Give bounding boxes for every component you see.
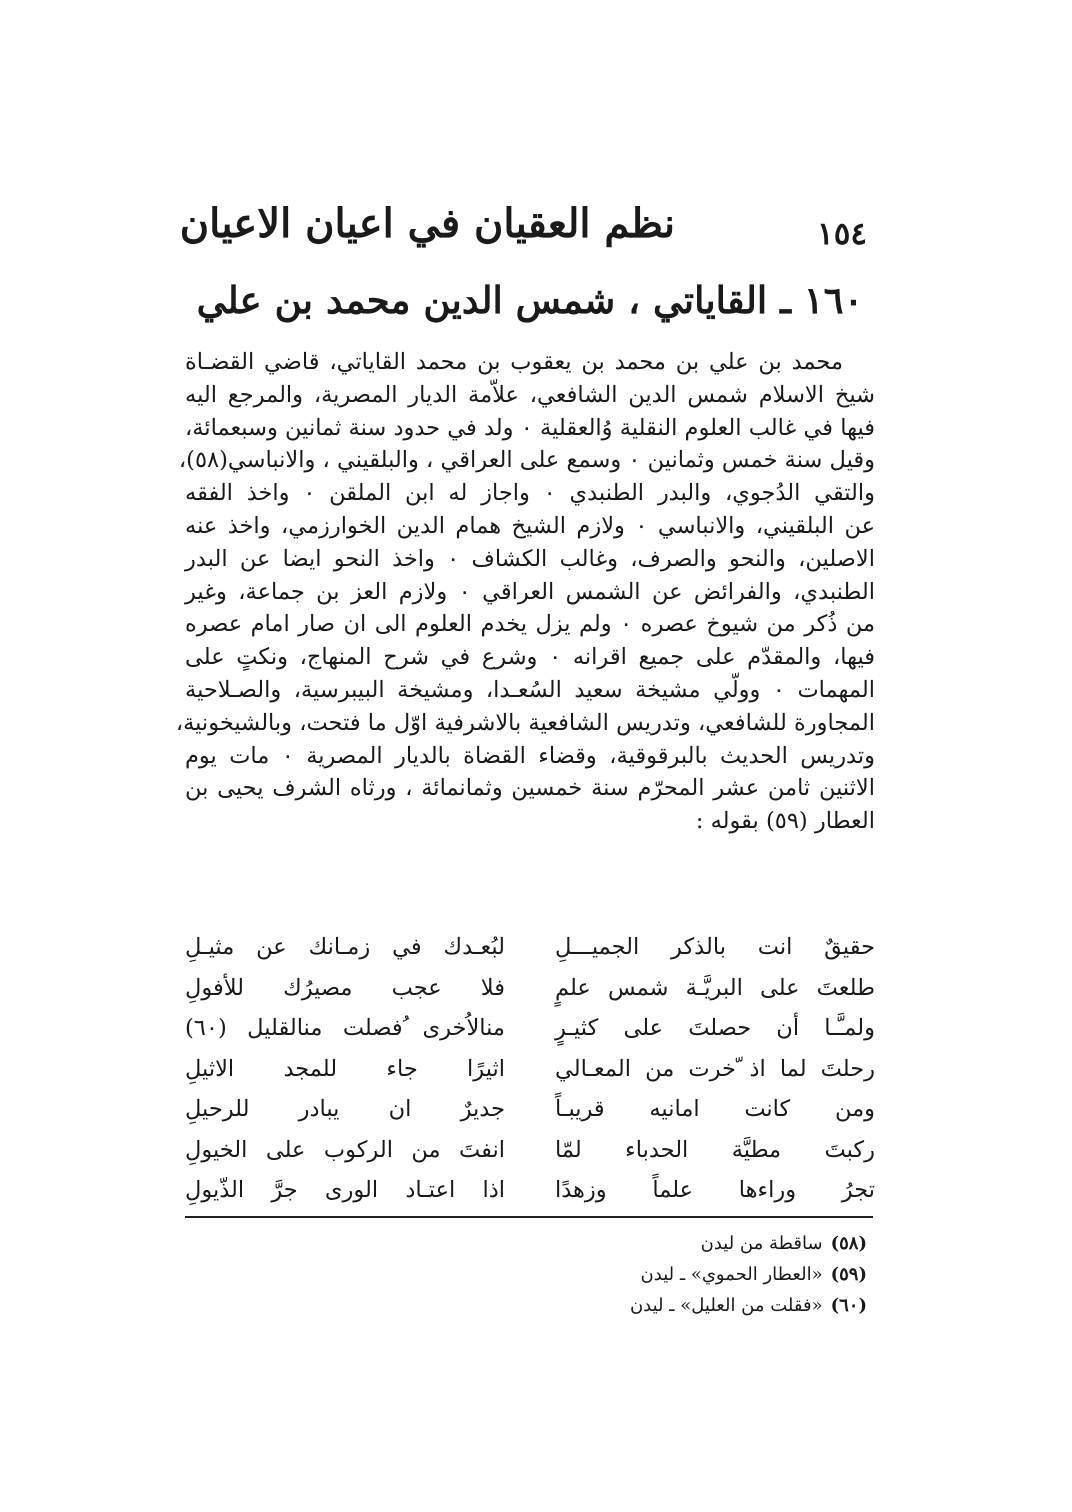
second-hemistich: اذا اعتـاد الورى جرَّ الذّيولِ xyxy=(185,1177,505,1203)
text-line: الاصلين، والنحو والصرف، وغالب الكشاف ٠ واخذ النحو ايضا عن البدر xyxy=(185,545,875,572)
first-hemistich: طلعتَ على البريَّـة شمس علمٍ xyxy=(555,974,875,1001)
entry-title: ١٦٠ ـ القاياتي ، شمس الدين محمد بن علي xyxy=(196,278,864,322)
footnote-number: (٥٩) xyxy=(830,1264,867,1285)
first-hemistich: تجرُ وراءها علماً وزهدًا xyxy=(555,1177,875,1203)
text-line: عن البلقيني، والانباسي ٠ ولازم الشيخ همام الدين الخوارزمي، واخذ عنه xyxy=(185,512,876,539)
text-line: شيخ الاسلام شمس الدين الشافعي، علاّمة الديار المصرية، والمرجع اليه xyxy=(185,381,875,408)
page-header xyxy=(179,196,875,266)
verse-line xyxy=(185,927,875,968)
second-hemistich: منالاُخرى ُفصلت منالقليل (٦٠) xyxy=(185,1015,505,1041)
first-hemistich: حقيقٌ انت بالذكر الجميـــلِ xyxy=(555,934,875,960)
first-hemistich: ومن كانت امانيه قريبـاً xyxy=(555,1096,875,1122)
verse-line xyxy=(185,1008,875,1049)
verse-line xyxy=(185,1089,875,1130)
text-line: فيها، والمقدّم على جميع اقرانه ٠ وشرع في شرح المنهاج، ونكتٍ على xyxy=(185,644,875,671)
verse-line xyxy=(185,1130,875,1171)
text-line: الطنبدي، والفرائض عن الشمس العراقي ٠ ولازم العز بن جماعة، وغير xyxy=(185,578,875,605)
footnote-number: (٦٠) xyxy=(830,1295,867,1316)
book-title: نظم العقيان في اعيان الاعيان xyxy=(179,200,675,247)
text-line: وتدريس الحديث بالبرقوقية، وقضاء القضاة بالديار المصرية ٠ مات يوم xyxy=(185,742,875,769)
page-number: ١٥٤ xyxy=(817,216,867,252)
second-hemistich: فلا عجب مصيرُك للأفولِ xyxy=(185,974,505,1001)
footnote-text: ساقطة من ليدن xyxy=(700,1233,823,1254)
text-line: الاثنين ثامن عشر المحرّم سنة خمسين وثمانمائة ، ورثاه الشرف يحيى بن xyxy=(185,775,875,802)
text-line: وقيل سنة خمس وثمانين ٠ وسمع على العراقي ، والبلقيني ، والانباسي(٥٨)، xyxy=(178,447,875,474)
verse-line xyxy=(185,1170,875,1211)
text-line: المهمات ٠ وولّي مشيخة سعيد السُعـدا، ومشيخة البيبرسية، والصـلاحية xyxy=(185,676,875,703)
first-hemistich: رحلتَ لما اذ ّخرت من المعـالي xyxy=(555,1055,875,1082)
text-line: المجاورة للشافعي، وتدريس الشافعية بالاشرفية اوّل ما فتحت، وبالشيخونية، xyxy=(175,709,875,736)
second-hemistich: انفتَ من الركوب على الخيولِ xyxy=(185,1136,505,1163)
second-hemistich: لبُعـدك في زمـانك عن مثيـلِ xyxy=(185,934,505,960)
footnote-number: (٥٨) xyxy=(830,1233,867,1254)
biography-paragraph xyxy=(175,346,876,838)
footnote xyxy=(630,1259,867,1290)
text-line: والتقي الدُجوي، والبدر الطنبدي ٠ واجاز له ابن الملقن ٠ واخذ الفقه xyxy=(185,480,876,507)
footnote-divider xyxy=(185,1216,873,1218)
footnote xyxy=(630,1228,867,1259)
text-line: محمد بن علي بن محمد بن يعقوب بن محمد القاياتي، قاضي القضـاة xyxy=(185,349,843,375)
text-line: العطار (٥٩) بقوله : xyxy=(695,808,875,835)
footnotes xyxy=(630,1228,867,1321)
verse-line xyxy=(185,968,875,1009)
second-hemistich: جديرٌ ان يبادر للرحيلِ xyxy=(185,1096,505,1122)
first-hemistich: ركبتَ مطيَّة الحدباء لمّا xyxy=(555,1136,875,1163)
text-line: من ذُكر من شيوخ عصره ٠ ولم يزل يخدم العلوم الى ان صار امام عصره xyxy=(185,611,875,638)
footnote-text: «العطار الحموي» ـ ليدن xyxy=(640,1264,823,1285)
footnote-text: «فقلت من العليل» ـ ليدن xyxy=(629,1295,823,1316)
footnote xyxy=(630,1290,867,1321)
second-hemistich: اثيرًا جاء للمجد الاثيلِ xyxy=(185,1055,505,1082)
verse-line xyxy=(185,1049,875,1090)
first-hemistich: ولمـَّـا أن حصلتَ على كثيـرٍ xyxy=(555,1015,875,1041)
text-line: فيها في غالب العلوم النقلية وُالعقلية ٠ ولد في حدود سنة ثمانين وسبعمائة، xyxy=(185,414,875,441)
elegy-poem xyxy=(185,927,875,1211)
